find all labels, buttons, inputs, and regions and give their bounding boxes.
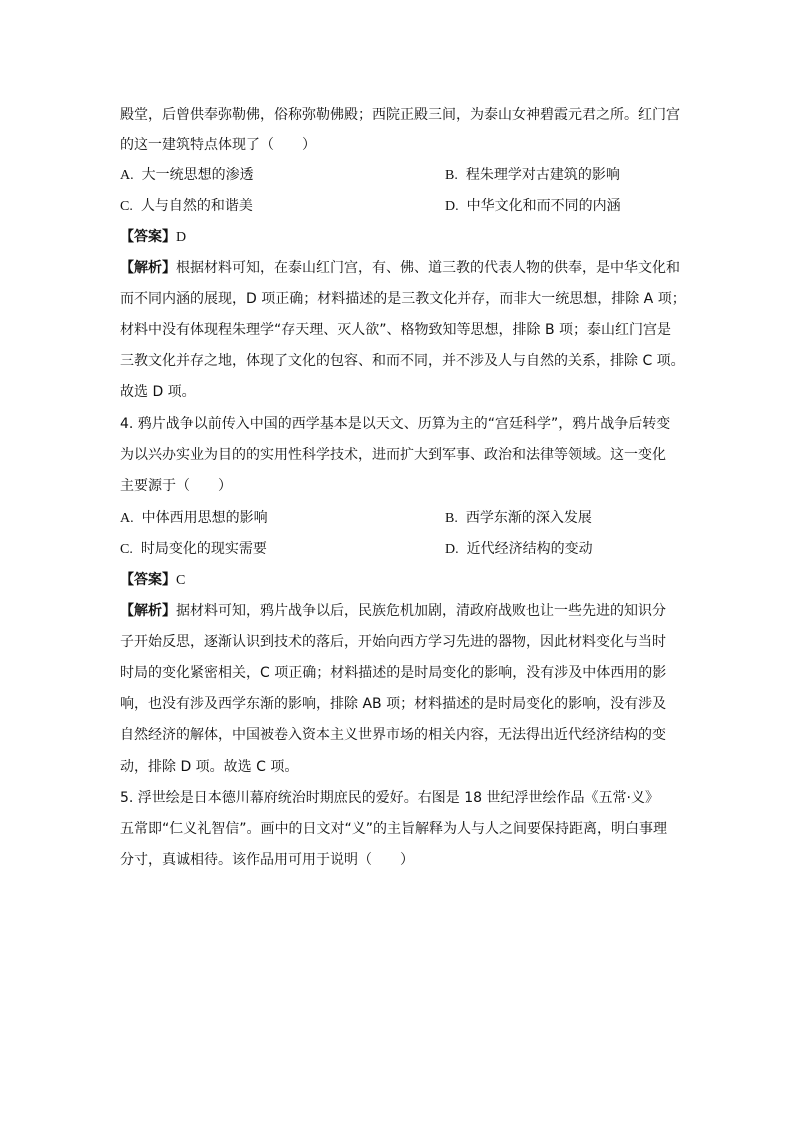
- q5-stem-line-1: 5. 浮世绘是日本德川幕府统治时期庶民的爱好。右图是 18 世纪浮世绘作品《五常·义》: [120, 790, 659, 806]
- q3-option-b-letter: B.: [445, 168, 458, 183]
- q4-analysis-line-1: [120, 602, 680, 620]
- q4-answer-value: C: [176, 573, 186, 588]
- q3-option-b-text: 程朱理学对古建筑的影响: [465, 167, 620, 183]
- q3-answer-value: D: [176, 230, 187, 245]
- q4-analysis-line-6: 动，排除 D 项。故选 C 项。: [120, 759, 299, 775]
- q4-option-a-letter: A.: [120, 511, 134, 526]
- q4-stem-line-1: 4. 鸦片战争以前传入中国的西学基本是以天文、历算为主的“宫廷科学”，鸦片战争后转变: [120, 416, 671, 432]
- q3-option-a-text: 大一统思想的渗透: [141, 167, 254, 183]
- q3-stem-line-1: 殿堂，后曾供奉弥勒佛，俗称弥勒佛殿；西院正殿三间，为泰山女神碧霞元君之所。红门宫: [120, 107, 680, 123]
- q5-stem-line-3: 分寸，真诚相待。该作品用可用于说明（ ）: [120, 852, 414, 868]
- q4-option-d: [445, 540, 593, 559]
- q3-option-c-letter: C.: [120, 199, 133, 214]
- q4-analysis-line-3: 时局的变化紧密相关，C 项正确；材料描述的是时局变化的影响，没有涉及中体西用的影: [120, 665, 667, 681]
- q3-analysis-line-5: 故选 D 项。: [120, 384, 196, 400]
- q3-analysis-line-2: 而不同内涵的展现，D 项正确；材料描述的是三教文化并存，而非大一统思想，排除 A 项；: [120, 291, 686, 307]
- q3-option-c-text: 人与自然的和谐美: [140, 198, 253, 214]
- q3-answer-label: 【答案】: [120, 229, 176, 245]
- q4-option-c: [120, 540, 267, 559]
- q4-option-b-letter: B.: [445, 511, 458, 526]
- q3-option-d-text: 中华文化和而不同的内涵: [466, 198, 621, 214]
- q4-option-b-text: 西学东渐的深入发展: [465, 510, 592, 526]
- q4-option-c-text: 时局变化的现实需要: [140, 541, 267, 557]
- q3-analysis-line-1: [120, 259, 680, 277]
- q4-analysis-text-1: 据材料可知，鸦片战争以后，民族危机加剧，清政府战败也让一些先进的知识分: [176, 603, 666, 619]
- q3-option-a-letter: A.: [120, 168, 134, 183]
- q4-stem-line-2: 为以兴办实业为目的的实用性科学技术，进而扩大到军事、政治和法律等领域。这一变化: [120, 447, 666, 463]
- q3-analysis-line-3: 材料中没有体现程朱理学“存天理、灭人欲”、格物致知等思想，排除 B 项；泰山红门宫是: [120, 322, 672, 338]
- q4-option-d-text: 近代经济结构的变动: [466, 541, 593, 557]
- q3-analysis-line-4: 三教文化并存之地，体现了文化的包容、和而不同，并不涉及人与自然的关系，排除 C 项。: [120, 353, 685, 369]
- q3-option-d-letter: D.: [445, 199, 459, 214]
- q3-analysis-label: 【解析】: [120, 260, 176, 276]
- q3-stem-line-2: 的这一建筑特点体现了（ ）: [120, 137, 316, 153]
- q3-answer: [120, 228, 680, 247]
- q4-stem-line-3: 主要源于（ ）: [120, 478, 232, 494]
- q4-option-a: [120, 509, 268, 528]
- q5-stem-line-2: 五常即“仁义礼智信”。画中的日文对“义”的主旨解释为人与人之间要保持距离，明白事理: [120, 821, 668, 837]
- q3-option-b: [445, 166, 620, 185]
- q3-option-c: [120, 197, 253, 216]
- q4-analysis-line-5: 自然经济的解体，中国被卷入资本主义世界市场的相关内容，无法得出近代经济结构的变: [120, 727, 666, 743]
- q3-option-a: [120, 166, 254, 185]
- q4-option-a-text: 中体西用思想的影响: [141, 510, 268, 526]
- q4-analysis-label: 【解析】: [120, 603, 176, 619]
- q4-answer: [120, 571, 680, 590]
- q4-option-d-letter: D.: [445, 542, 459, 557]
- q3-option-d: [445, 197, 621, 216]
- q4-option-c-letter: C.: [120, 542, 133, 557]
- q4-option-b: [445, 509, 592, 528]
- q4-analysis-line-2: 子开始反思，逐渐认识到技术的落后，开始向西方学习先进的器物，因此材料变化与当时: [120, 634, 666, 650]
- q3-analysis-text-1: 根据材料可知，在泰山红门宫，有、佛、道三教的代表人物的供奉，是中华文化和: [176, 260, 680, 276]
- q4-analysis-line-4: 响，也没有涉及西学东渐的影响，排除 AB 项；材料描述的是时局变化的影响，没有涉及: [120, 696, 667, 712]
- q4-answer-label: 【答案】: [120, 572, 176, 588]
